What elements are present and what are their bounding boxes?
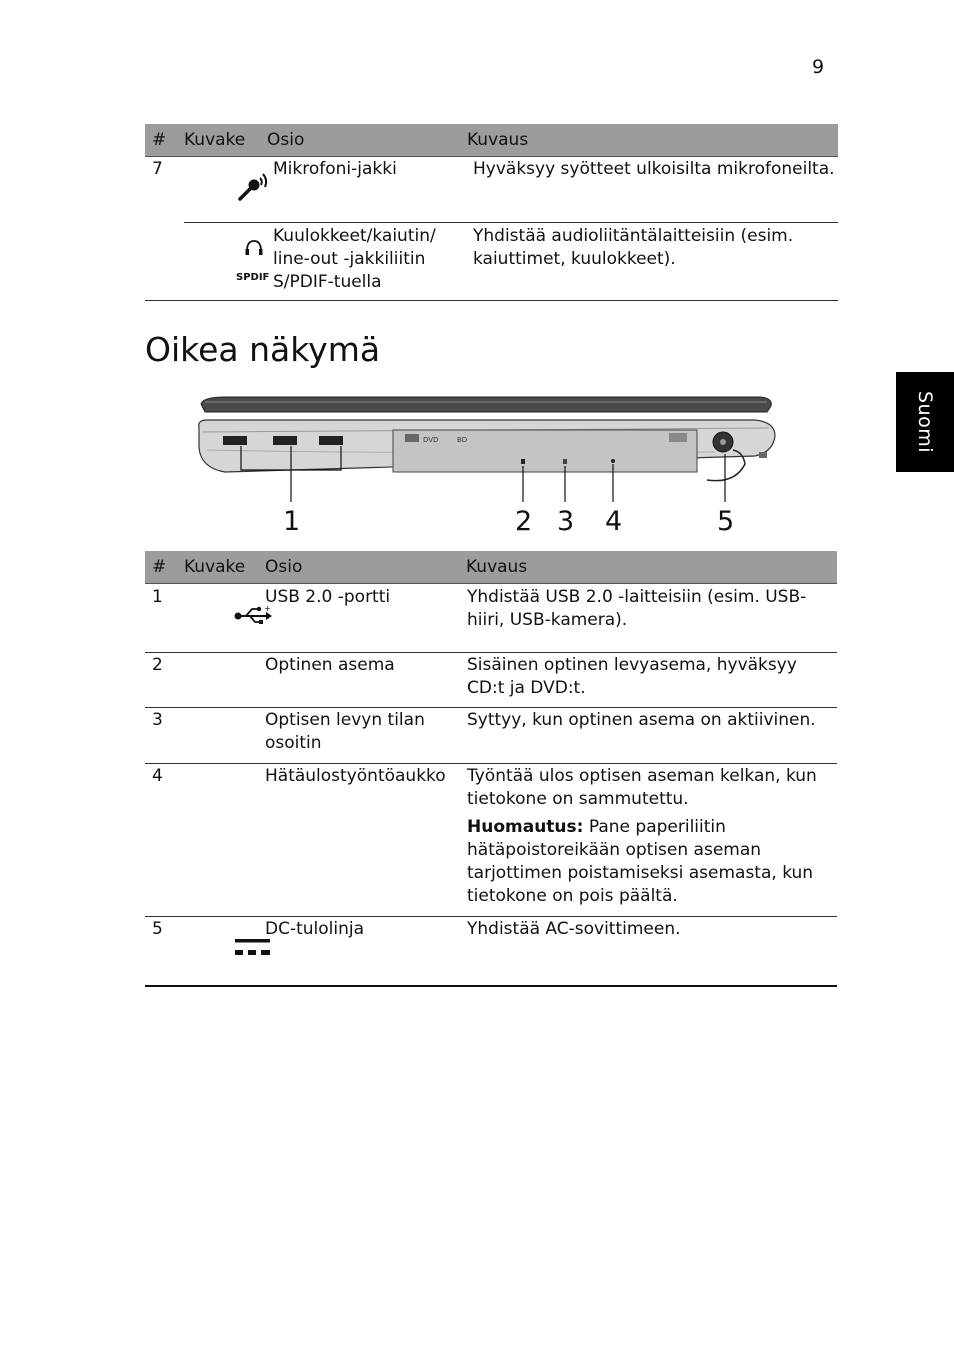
- row-part: Optisen levyn tilan osoitin: [265, 708, 466, 764]
- microphone-icon: [184, 157, 267, 223]
- callout-5: 5: [717, 506, 735, 537]
- audio-ports-table: [145, 124, 838, 301]
- callout-2: 2: [515, 506, 533, 537]
- row-part: Hätäulostyöntöaukko: [265, 764, 466, 917]
- headphones-spdif-icon: [184, 223, 270, 301]
- callout-3: 3: [557, 506, 575, 537]
- svg-text:BD: BD: [457, 436, 468, 444]
- svg-text:DVD: DVD: [423, 436, 439, 444]
- row-desc: Yhdistää audioliitäntälaitteisiin (esim. kaiuttimet, kuulokkeet).: [467, 223, 838, 301]
- row-num: [145, 223, 184, 301]
- note: [467, 816, 837, 908]
- callout-4: 4: [605, 506, 623, 537]
- header-num: #: [145, 551, 184, 584]
- header-icon: Kuvake: [184, 551, 265, 584]
- dc-in-icon: [184, 917, 265, 986]
- row-num: 1: [145, 584, 184, 653]
- row-desc: Yhdistää USB 2.0 -laitteisiin (esim. USB-hiiri, USB-kamera).: [466, 584, 837, 653]
- svg-text:+: +: [264, 604, 271, 613]
- row-part: Optinen asema: [265, 653, 466, 708]
- header-icon: Kuvake: [184, 124, 267, 157]
- laptop-right-view-figure: [195, 392, 785, 540]
- row-num: 3: [145, 708, 184, 764]
- row-desc-cell: [466, 764, 837, 917]
- table-header-row: [145, 551, 837, 584]
- row-desc: Työntää ulos optisen aseman kelkan, kun tietokone on sammutettu.: [467, 766, 817, 809]
- row-icon-empty: [184, 764, 265, 917]
- table-row: [145, 917, 837, 986]
- row-num: 2: [145, 653, 184, 708]
- table-row: [145, 584, 837, 653]
- row-part: Kuulokkeet/kaiutin/ line-out -jakkiliitin S/PDIF-tuella: [267, 223, 467, 301]
- table-row: [145, 223, 838, 301]
- table-row: [145, 708, 837, 764]
- row-desc: Yhdistää AC-sovittimeen.: [466, 917, 837, 986]
- spdif-icon-label: SPDIF: [236, 272, 270, 283]
- table-row: [145, 653, 837, 708]
- row-num: 5: [145, 917, 184, 986]
- header-desc: Kuvaus: [466, 551, 837, 584]
- row-desc: Sisäinen optinen levyasema, hyväksyy CD:t ja DVD:t.: [466, 653, 837, 708]
- note-label: Huomautus:: [467, 817, 584, 837]
- header-desc: Kuvaus: [467, 124, 838, 157]
- row-num: 7: [152, 159, 163, 179]
- row-part: USB 2.0 -portti: [265, 584, 466, 653]
- row-num: 4: [145, 764, 184, 917]
- page-number: 9: [812, 56, 825, 78]
- table-row: [145, 764, 837, 917]
- header-num: #: [145, 124, 184, 157]
- row-part: DC-tulolinja: [265, 917, 466, 986]
- header-part: Osio: [267, 124, 467, 157]
- language-tab-label: Suomi: [914, 390, 936, 453]
- right-view-ports-table: [145, 551, 837, 987]
- table-row: [145, 157, 838, 223]
- row-part: Mikrofoni-jakki: [267, 157, 467, 223]
- header-part: Osio: [265, 551, 466, 584]
- row-icon-empty: [184, 708, 265, 764]
- table-header-row: [145, 124, 838, 157]
- row-desc: Syttyy, kun optinen asema on aktiivinen.: [466, 708, 837, 764]
- usb-icon: [184, 584, 271, 653]
- note-text: Pane paperiliitin hätäpoistoreikään optisen aseman tarjottimen poistamiseksi asemasta, kun tietokone on pois päältä.: [467, 817, 814, 906]
- callout-1: 1: [283, 506, 301, 537]
- row-desc: Hyväksyy syötteet ulkoisilta mikrofoneilta.: [467, 157, 838, 223]
- section-heading: Oikea näkymä: [145, 330, 381, 369]
- row-icon-empty: [184, 653, 265, 708]
- language-tab: [896, 372, 954, 472]
